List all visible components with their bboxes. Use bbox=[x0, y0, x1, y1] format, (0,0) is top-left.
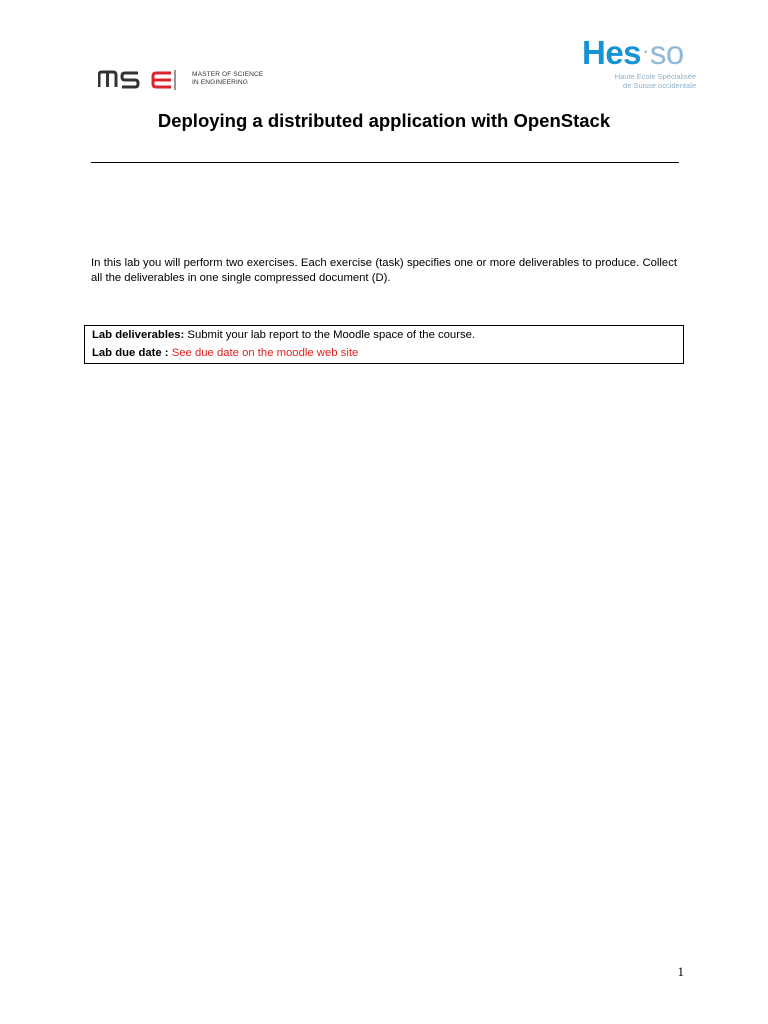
hes-so-tagline bbox=[615, 72, 696, 90]
document-title: Deploying a distributed application with OpenStack bbox=[157, 110, 611, 131]
deliverables-row bbox=[92, 328, 683, 342]
due-date-text: See due date on the moodle web site bbox=[168, 347, 359, 359]
page-number: 1 bbox=[677, 964, 684, 979]
mse-subtitle-line2: IN ENGINEERING bbox=[192, 79, 248, 86]
hes-tagline-line2: de Suisse occidentale bbox=[623, 81, 696, 90]
hes-so-logo bbox=[582, 34, 700, 92]
hes-tagline-line1: Haute Ecole Spécialisée bbox=[614, 72, 696, 81]
deliverables-label: Lab deliverables: bbox=[92, 329, 185, 341]
mse-subtitle bbox=[192, 71, 263, 87]
hes-wordmark-text: Hes bbox=[582, 34, 642, 71]
due-date-label: Lab due date : bbox=[92, 347, 169, 359]
hes-so-wordmark bbox=[582, 34, 684, 72]
deliverables-text: Submit your lab report to the Moodle space of the course. bbox=[184, 329, 476, 341]
mse-logo-mark bbox=[98, 70, 176, 90]
mse-subtitle-line1: MASTER OF SCIENCE bbox=[192, 71, 264, 78]
hes-dot-icon: · bbox=[642, 38, 649, 63]
due-date-row bbox=[92, 346, 683, 360]
mse-logo bbox=[98, 70, 268, 92]
so-wordmark-text: so bbox=[649, 34, 684, 71]
title-divider bbox=[91, 162, 679, 163]
intro-paragraph: In this lab you will perform two exercises. Each exercise (task) specifies one or more deliverables to produce. Collect all the deliverables in one single compressed document (D). bbox=[91, 257, 677, 284]
lab-info-box bbox=[84, 325, 684, 364]
